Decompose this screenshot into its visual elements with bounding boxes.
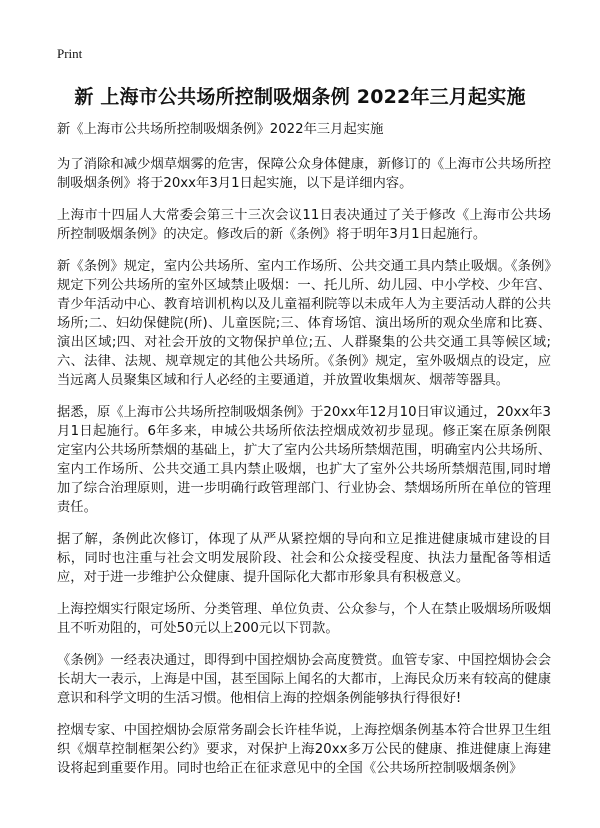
article-paragraph: 新《条例》规定，室内公共场所、室内工作场所、公共交通工具内禁止吸烟。《条例》规定下列公共场所的室外区域禁止吸烟：一、托儿所、幼儿园、中小学校、少年宫、青少年活动中心、教育培训机构以及儿童福利院等以未成年人为主要活动人群的公共场所;二、妇幼保健院(所)、儿童医院;三、体育场馆、演出场所的观众坐席和比赛、演出区域;四、对社会开放的文物保护单位;五、人群聚集的公共交通工具等候区域;六、法律、法规、规章规定的其他公共场所。《条例》规定，室外吸烟点的设定，应当远离人员聚集区域和行人必经的主要通道，并放置收集烟灰、烟蒂等器具。 — [57, 259, 551, 388]
article-paragraph: 上海市十四届人大常委会第三十三次会议11日表决通过了关于修改《上海市公共场所控制吸烟条例》的决定。修改后的新《条例》将于明年3月1日起施行。 — [57, 208, 551, 242]
article-paragraph: 《条例》一经表决通过，即得到中国控烟协会高度赞赏。血管专家、中国控烟协会会长胡大一表示，上海是中国，甚至国际上闻名的大都市，上海民众历来有较高的健康意识和科学文明的生活习惯。他相信上海的控烟条例能够执行得很好! — [57, 653, 551, 706]
article-paragraph: 为了消除和减少烟草烟雾的危害，保障公众身体健康，新修订的《上海市公共场所控制吸烟条例》将于20xx年3月1日起实施，以下是详细内容。 — [57, 157, 551, 191]
article-paragraph: 据悉，原《上海市公共场所控制吸烟条例》于20xx年12月10日审议通过，20xx年3月1日起施行。6年多来，申城公共场所依法控烟成效初步显现。修正案在原条例限定室内公共场所禁烟的基础上，扩大了室内公共场所禁烟范围，明确室内公共场所、室内工作场所、公共交通工具内禁止吸烟，也扩大了室外公共场所禁烟范围,同时增加了综合治理原则，进一步明确行政管理部门、行业协会、禁烟场所所在单位的管理责任。 — [57, 405, 551, 515]
article-body — [57, 120, 551, 791]
article-paragraph: 据了解，条例此次修订，体现了从严从紧控烟的导向和立足推进健康城市建设的目标，同时也注重与社会文明发展阶段、社会和公众接受程度、执法力量配备等相适应，对于进一步维护公众健康、提升国际化大都市形象具有积极意义。 — [57, 532, 551, 585]
article-paragraph: 控烟专家、中国控烟协会原常务副会长许桂华说，上海控烟条例基本符合世界卫生组织《烟草控制框架公约》要求，对保护上海20xx多万公民的健康、推进健康上海建设将起到重要作用。同时也给正在征求意见中的全国《公共场所控制吸烟条例》 — [57, 723, 551, 776]
article-title: 新 上海市公共场所控制吸烟条例 2022年三月起实施 — [74, 86, 526, 108]
print-link[interactable]: Print — [57, 46, 83, 61]
article-paragraph: 新《上海市公共场所控制吸烟条例》2022年三月起实施 — [57, 122, 384, 137]
article-paragraph: 上海控烟实行限定场所、分类管理、单位负责、公众参与，个人在禁止吸烟场所吸烟且不听劝阻的，可处50元以上200元以下罚款。 — [57, 602, 551, 636]
